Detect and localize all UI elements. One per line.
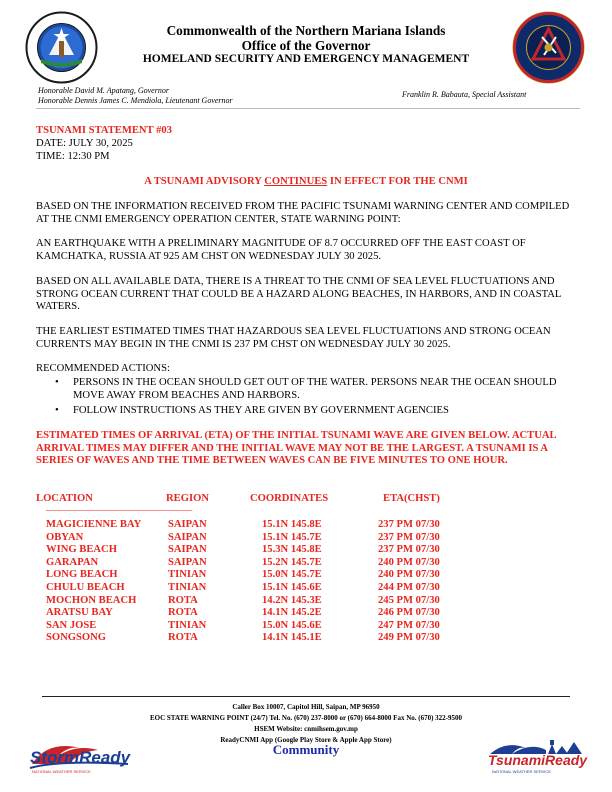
lt-governor-name: Honorable Dennis James C. Mendiola, Lieutenant Governor [38, 96, 233, 105]
paragraph-earliest-times: THE EARLIEST ESTIMATED TIMES THAT HAZARDOUS SEA LEVEL FLUCTUATIONS AND STRONG OCEAN CURRENTS MAY BEGIN IN THE CNMI IS 237 PM CHST ON WEDNESDAY JULY 30 2025. [36, 326, 551, 350]
paragraph-earthquake: AN EARTHQUAKE WITH A PRELIMINARY MAGNITUDE OF 8.7 OCCURRED OFF THE EAST COAST OF KAMCHATKA, RUSSIA AT 925 AM CHST ON WEDNESDAY JULY 30 2025. [36, 238, 526, 262]
cell-coordinates: 15.2N 145.7E [262, 556, 322, 568]
cell-eta: 244 PM 07/30 [378, 582, 440, 593]
advisory-title-underlined: CONTINUES [264, 176, 328, 187]
cell-location: SONGSONG [46, 632, 107, 644]
statement-date: DATE: JULY 30, 2025 [36, 138, 133, 149]
column-header-coordinates: COORDINATES [250, 493, 329, 504]
cell-eta: 249 PM 07/30 [378, 632, 440, 644]
table-row [0, 532, 612, 544]
stormready-wordmark: StormReady [30, 748, 131, 767]
cell-coordinates: 14.1N 145.2E [262, 607, 322, 619]
column-header-eta: ETA(CHST) [383, 493, 440, 504]
cell-location: ARATSU BAY [46, 607, 113, 619]
advisory-title-post: IN EFFECT FOR THE CNMI [327, 176, 468, 187]
cell-coordinates: 15.1N 145.6E [262, 582, 322, 593]
cell-location: MAGICIENNE BAY [46, 519, 142, 530]
table-row [0, 557, 612, 569]
cell-region: ROTA [168, 594, 198, 606]
table-row [0, 632, 612, 644]
cell-eta: 237 PM 07/30 [378, 531, 440, 543]
table-row [0, 620, 612, 632]
column-header-region: REGION [166, 493, 209, 504]
eta-notice: ESTIMATED TIMES OF ARRIVAL (ETA) OF THE INITIAL TSUNAMI WAVE ARE GIVEN BELOW. ACTUAL ARRIVAL TIMES MAY DIFFER AND THE INITIAL WAVE MAY NOT BE THE LARGEST. A TSUNAMI IS A SERIES OF WAVES AND THE TIME BETWEEN WAVES CAN BE FIVE MINUTES TO ONE HOUR. [36, 430, 557, 466]
table-separator: ------------------------------------------------------------------------ [46, 506, 193, 514]
cell-eta: 247 PM 07/30 [378, 619, 440, 631]
header-hsem: HOMELAND SECURITY AND EMERGENCY MANAGEMENT [142, 53, 470, 65]
cell-eta: 240 PM 07/30 [378, 569, 440, 581]
cell-eta: 246 PM 07/30 [378, 607, 440, 619]
recommended-actions-label: RECOMMENDED ACTIONS: [36, 363, 170, 374]
action-bullet-2: • [55, 405, 59, 416]
cell-coordinates: 14.2N 145.3E [262, 594, 322, 606]
cell-location: CHULU BEACH [46, 582, 125, 593]
action-item-1: PERSONS IN THE OCEAN SHOULD GET OUT OF THE WATER. PERSONS NEAR THE OCEAN SHOULD MOVE AWAY FROM BEACHES AND HARBORS. [73, 377, 557, 401]
cell-region: ROTA [168, 632, 198, 644]
action-bullet-1: • [55, 377, 59, 388]
header-divider [36, 108, 580, 109]
tsunamiready-subtitle: NATIONAL WEATHER SERVICE [492, 769, 551, 774]
cell-region: SAIPAN [168, 531, 207, 543]
cell-eta: 245 PM 07/30 [378, 594, 440, 606]
advisory-title [0, 176, 612, 189]
footer-website: HSEM Website: cnmihsem.gov.mp [254, 725, 358, 733]
governor-name: Honorable David M. Apatang, Governor [38, 86, 169, 95]
cell-eta: 237 PM 07/30 [378, 519, 440, 530]
table-row [0, 544, 612, 556]
table-row [0, 582, 612, 594]
cell-location: WING BEACH [46, 544, 117, 556]
cell-region: ROTA [168, 607, 198, 619]
cell-region: TINIAN [168, 569, 207, 581]
statement-time: TIME: 12:30 PM [36, 151, 110, 162]
cell-location: GARAPAN [46, 556, 99, 568]
cell-coordinates: 15.1N 145.7E [262, 531, 322, 543]
stormready-logo [28, 738, 132, 776]
cell-region: TINIAN [168, 619, 207, 631]
advisory-title-pre: A TSUNAMI ADVISORY [144, 176, 265, 187]
cell-location: MOCHON BEACH [46, 594, 137, 606]
table-row [0, 607, 612, 619]
statement-number: TSUNAMI STATEMENT #03 [36, 125, 172, 136]
footer-divider [42, 696, 570, 697]
cell-region: SAIPAN [168, 519, 207, 530]
paragraph-threat: BASED ON ALL AVAILABLE DATA, THERE IS A THREAT TO THE CNMI OF SEA LEVEL FLUCTUATIONS AND STRONG OCEAN CURRENT THAT COULD BE A HAZARD ALONG BEACHES, IN HARBORS, AND IN COASTAL WATERS. [36, 276, 561, 312]
table-header-row [0, 493, 612, 506]
cell-eta: 237 PM 07/30 [378, 544, 440, 556]
cell-coordinates: 15.0N 145.6E [262, 619, 322, 631]
table-row [0, 519, 612, 531]
footer-eoc-phone: EOC STATE WARNING POINT (24/7) Tel. No. (670) 237-8000 or (670) 664-8000 Fax No. (670) 322-9500 [149, 714, 463, 722]
cell-location: SAN JOSE [46, 619, 97, 631]
cell-region: TINIAN [168, 582, 207, 593]
cell-location: OBYAN [46, 531, 84, 543]
cell-coordinates: 15.3N 145.8E [262, 544, 322, 556]
column-header-location: LOCATION [36, 493, 93, 504]
footer-address: Caller Box 10007, Capitol Hill, Saipan, MP 96950 [232, 703, 380, 711]
table-row [0, 569, 612, 581]
table-row [0, 595, 612, 607]
header-commonwealth: Commonwealth of the Northern Mariana Islands [166, 23, 446, 38]
paragraph-ptwc: BASED ON THE INFORMATION RECEIVED FROM THE PACIFIC TSUNAMI WARNING CENTER AND COMPILED AT THE CNMI EMERGENCY OPERATION CENTER, STATE WARNING POINT: [36, 201, 570, 225]
footer-community: Community [272, 742, 340, 757]
stormready-subtitle: NATIONAL WEATHER SERVICE [32, 769, 91, 774]
action-item-2: FOLLOW INSTRUCTIONS AS THEY ARE GIVEN BY GOVERNMENT AGENCIES [73, 405, 449, 416]
cell-eta: 240 PM 07/30 [378, 556, 440, 568]
tsunamiready-wordmark: TsunamiReady [488, 752, 588, 768]
cell-location: LONG BEACH [46, 569, 118, 581]
cell-coordinates: 15.0N 145.7E [262, 569, 322, 581]
cell-region: SAIPAN [168, 544, 207, 556]
special-assistant-name: Franklin R. Babauta, Special Assistant [402, 90, 527, 99]
header-office: Office of the Governor [241, 38, 371, 53]
cell-coordinates: 14.1N 145.1E [262, 632, 322, 644]
cell-coordinates: 15.1N 145.8E [262, 519, 322, 530]
tsunamiready-logo [486, 736, 586, 776]
footer-app: ReadyCNMI App (Google Play Store & Apple App Store) [220, 736, 392, 744]
right-seal-lettering [510, 86, 590, 87]
cell-region: SAIPAN [168, 556, 207, 568]
